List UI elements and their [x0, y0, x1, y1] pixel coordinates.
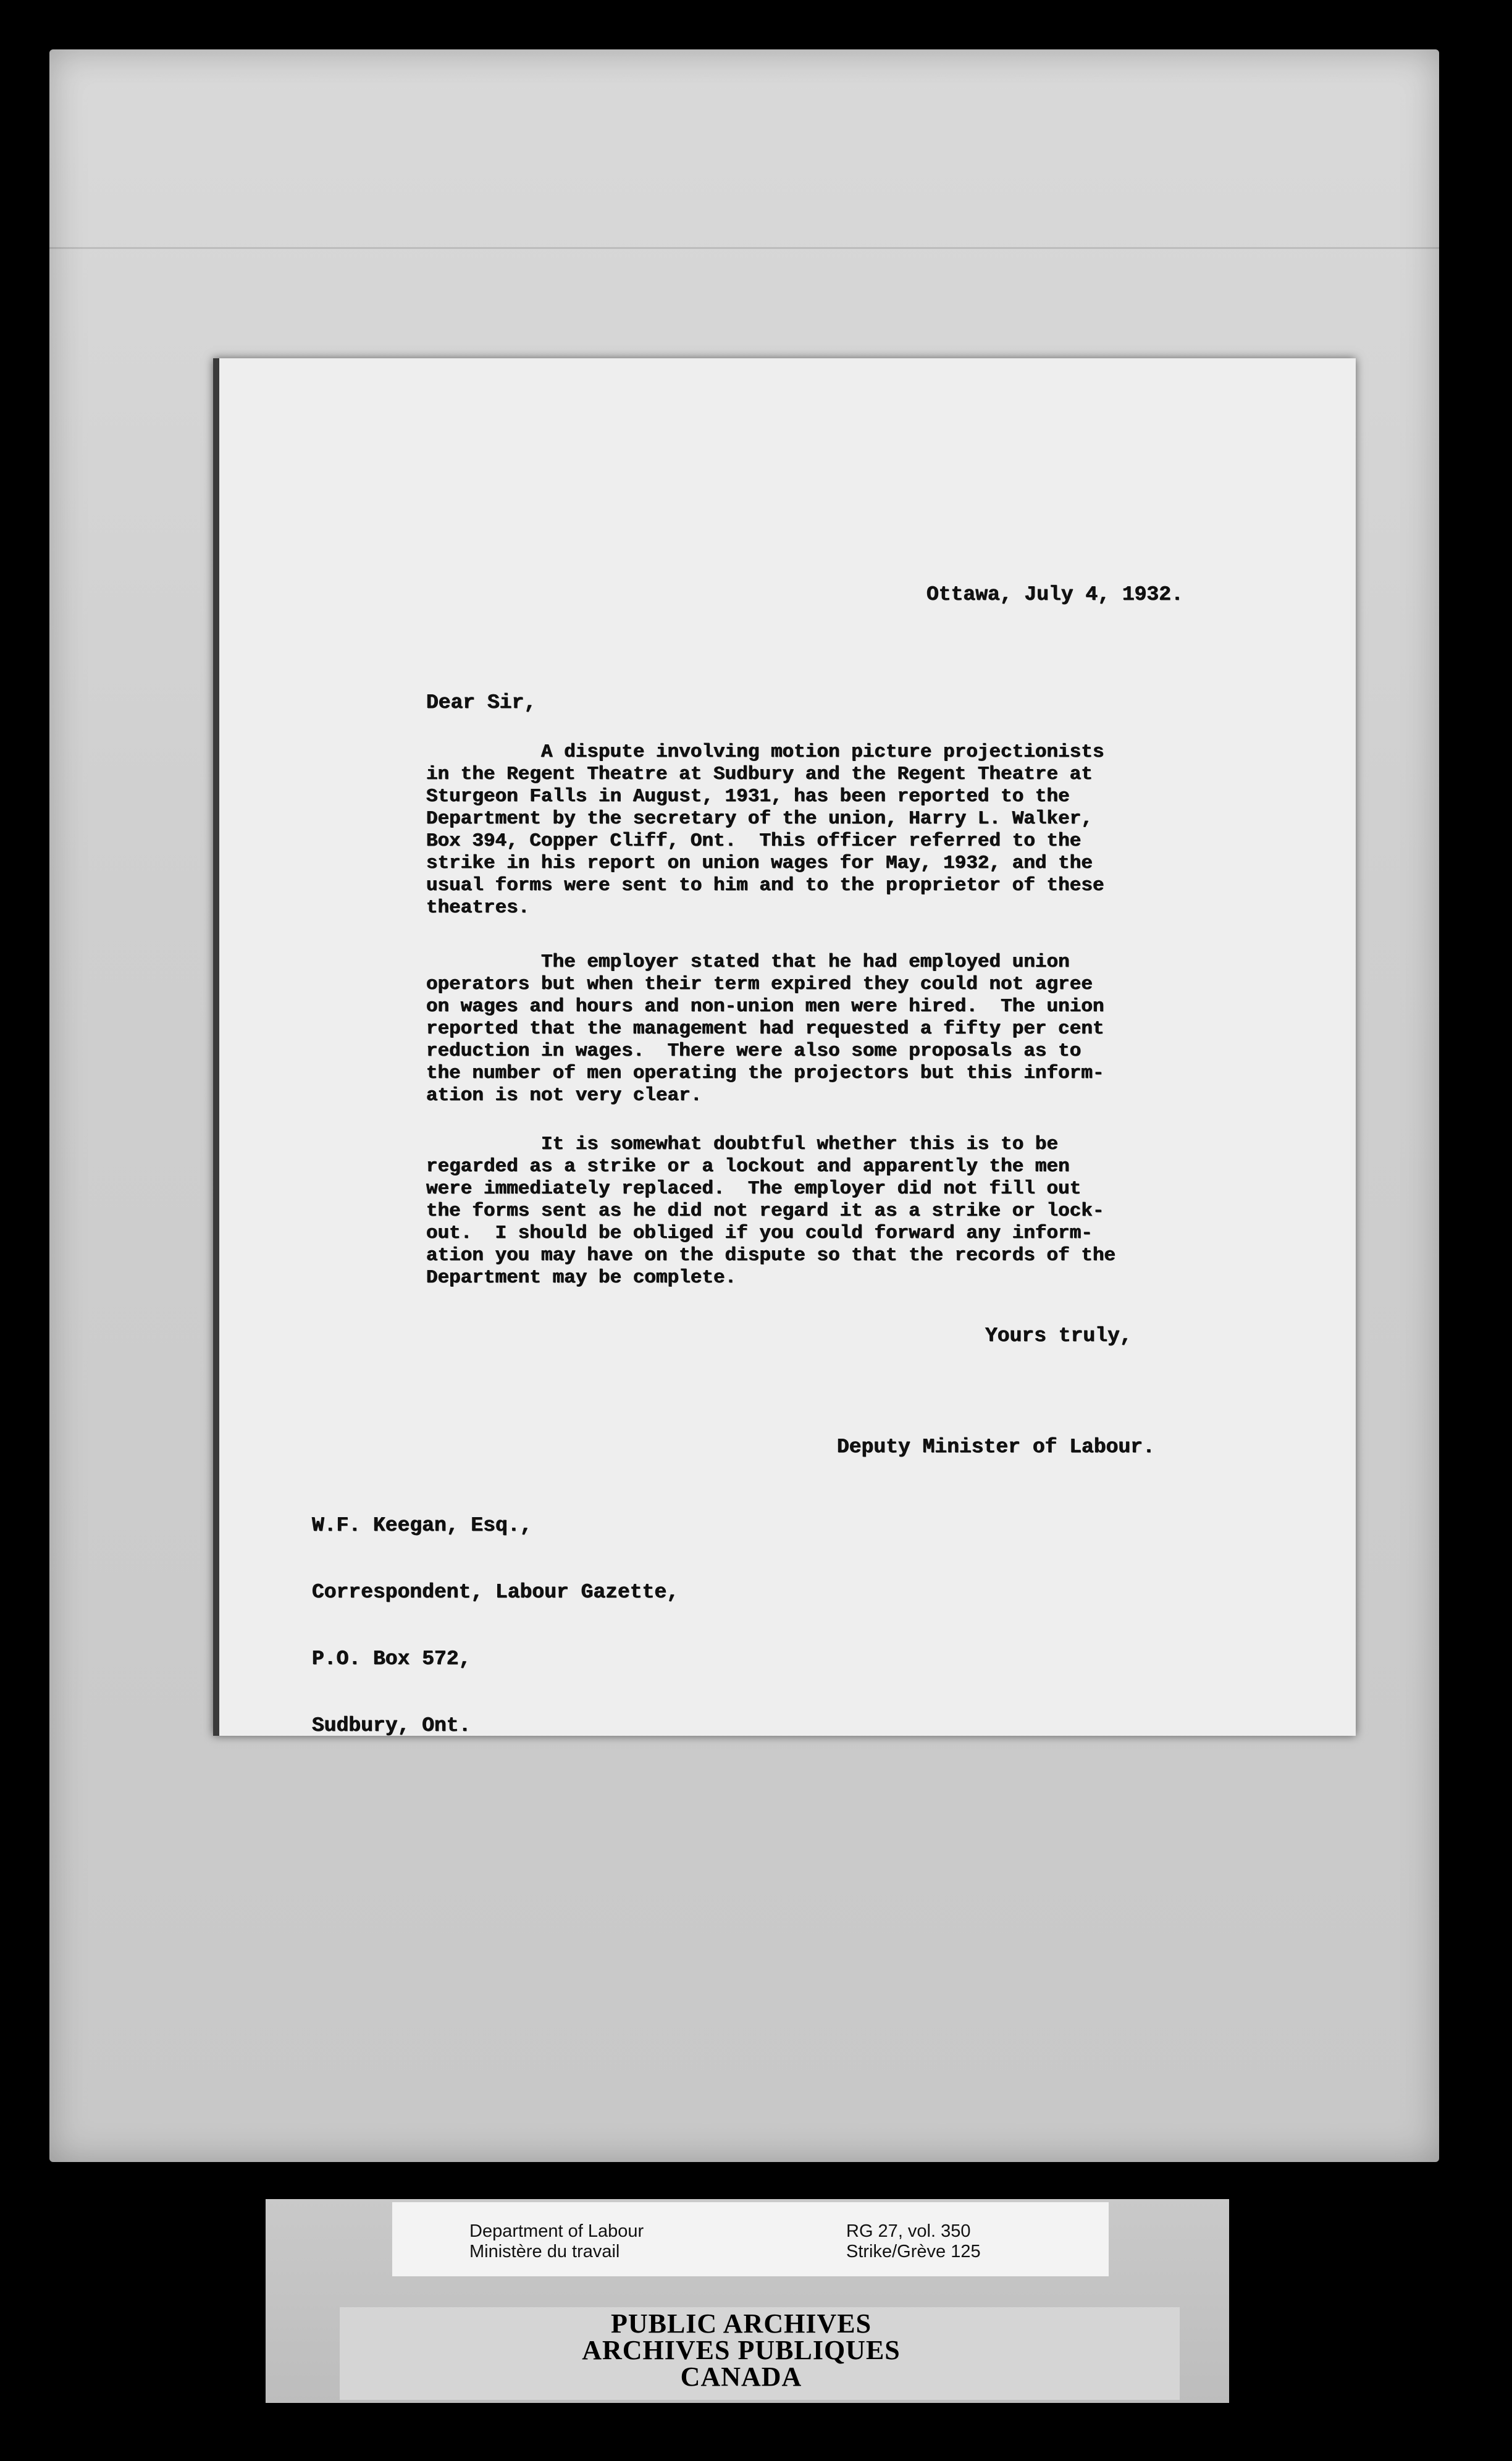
- public-archives-stamp: [556, 2310, 926, 2390]
- record-group-reference: RG 27, vol. 350: [846, 2221, 971, 2241]
- letter-closing: Yours truly,: [985, 1324, 1132, 1347]
- department-en: Department of Labour: [469, 2221, 644, 2241]
- paragraph-line: on wages and hours and non-union men were hired. The union: [426, 996, 1104, 1017]
- paragraph-line: usual forms were sent to him and to the proprietor of these: [426, 875, 1104, 896]
- paragraph-line: Department may be complete.: [426, 1267, 737, 1289]
- stamp-line-country: CANADA: [680, 2362, 802, 2392]
- paragraph-line: strike in his report on union wages for May, 1932, and the: [426, 852, 1093, 874]
- stamp-line-en: PUBLIC ARCHIVES: [610, 2308, 872, 2339]
- recipient-line: P.O. Box 572,: [312, 1647, 471, 1670]
- letter-salutation: Dear Sir,: [426, 691, 537, 714]
- paragraph-line: ation you may have on the dispute so that the records of the: [426, 1245, 1116, 1266]
- paragraph-line: were immediately replaced. The employer did not fill out: [426, 1178, 1082, 1200]
- paragraph-line: Department by the secretary of the union, Harry L. Walker,: [426, 808, 1093, 830]
- recipient-line: W.F. Keegan, Esq.,: [312, 1514, 532, 1537]
- paragraph-line: reported that the management had requested a fifty per cent: [426, 1018, 1104, 1040]
- paragraph-line: out. I should be obliged if you could forward any inform-: [426, 1222, 1093, 1244]
- paragraph-line: theatres.: [426, 897, 530, 919]
- paragraph-line: the forms sent as he did not regard it as a strike or lock-: [426, 1200, 1104, 1222]
- paragraph-line: It is somewhat doubtful whether this is to be: [426, 1134, 1059, 1155]
- archive-department: [469, 2221, 644, 2262]
- letter-paragraph-1: [426, 741, 1272, 919]
- stamp-line-fr: ARCHIVES PUBLIQUES: [582, 2335, 901, 2365]
- paragraph-line: operators but when their term expired they could not agree: [426, 974, 1093, 995]
- paragraph-line: ation is not very clear.: [426, 1085, 702, 1106]
- strike-file-number: Strike/Grève 125: [846, 2242, 981, 2261]
- letter-recipient-address: [312, 1470, 679, 1782]
- letter-paragraph-2: [426, 951, 1272, 1107]
- paragraph-line: regarded as a strike or a lockout and apparently the men: [426, 1156, 1070, 1177]
- paragraph-line: reduction in wages. There were also some proposals as to: [426, 1040, 1082, 1062]
- letter-paragraph-3: [426, 1134, 1272, 1289]
- department-fr: Ministère du travail: [469, 2242, 620, 2261]
- letter-signature: Deputy Minister of Labour.: [837, 1436, 1155, 1458]
- paragraph-line: Box 394, Copper Cliff, Ont. This officer referred to the: [426, 830, 1082, 852]
- letter-sheet: [213, 358, 1356, 1736]
- recipient-line: Correspondent, Labour Gazette,: [312, 1581, 679, 1604]
- recipient-line: Sudbury, Ont.: [312, 1714, 471, 1737]
- paragraph-line: in the Regent Theatre at Sudbury and the Regent Theatre at: [426, 764, 1093, 785]
- archive-reference: [846, 2221, 981, 2262]
- paragraph-line: the number of men operating the projectors but this inform-: [426, 1062, 1104, 1084]
- paragraph-line: The employer stated that he had employed union: [426, 951, 1070, 973]
- paragraph-line: A dispute involving motion picture projectionists: [426, 741, 1104, 763]
- paragraph-line: Sturgeon Falls in August, 1931, has been reported to the: [426, 786, 1070, 807]
- letter-dateline: Ottawa, July 4, 1932.: [926, 583, 1183, 606]
